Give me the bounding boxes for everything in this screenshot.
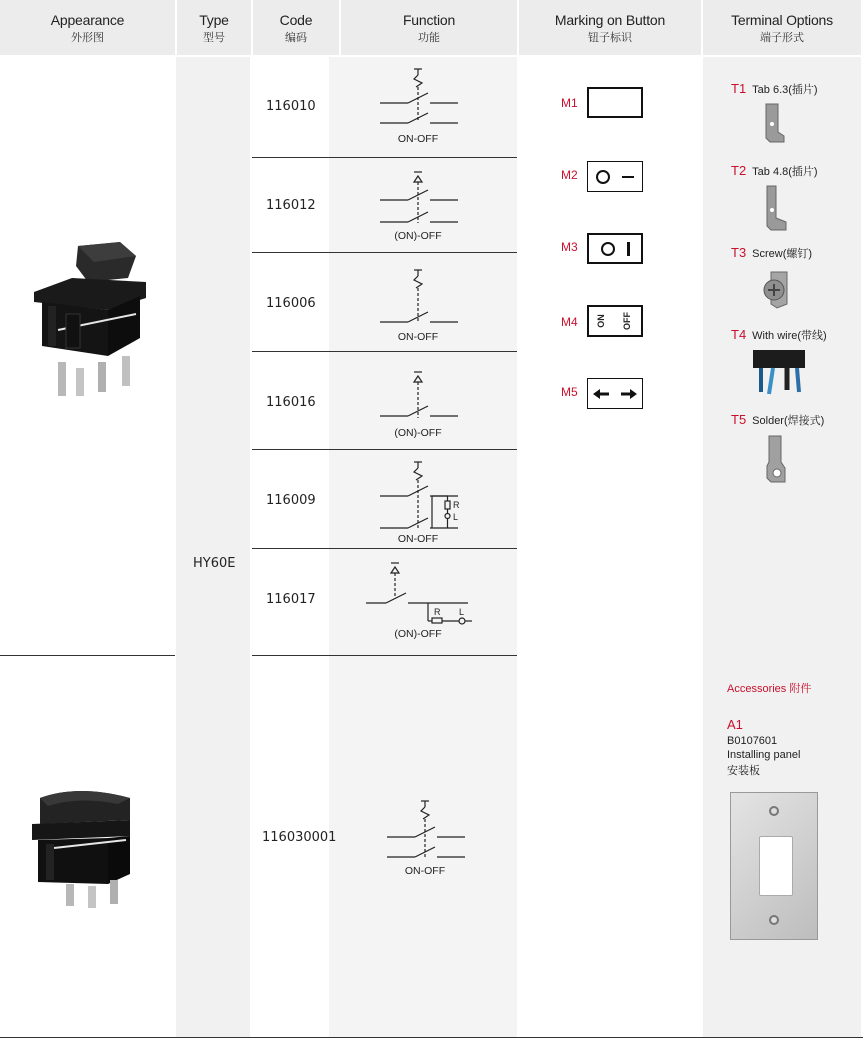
code-116016: 116016 (266, 395, 316, 410)
row-divider (252, 351, 517, 352)
terminal-t1 (731, 81, 818, 97)
code-116030001: 116030001 (262, 830, 337, 845)
terminal-label: Solder(焊接式) (752, 415, 825, 427)
function-label: (ON)-OFF (394, 628, 442, 640)
screw-terminal-image (757, 268, 797, 310)
type-column-bg (176, 57, 250, 1037)
code-116010: 116010 (266, 99, 316, 114)
accessory-name-cn: 安装板 (727, 764, 760, 777)
terminal-t3 (731, 245, 812, 261)
function-label: (ON)-OFF (394, 427, 442, 439)
code-116009: 116009 (266, 493, 316, 508)
marking-id-m1: M1 (561, 96, 578, 110)
header-appearance-en: Appearance (50, 12, 125, 28)
marking-m3-o-i (587, 233, 643, 264)
solder-terminal-image (763, 434, 789, 486)
header-code-cn: 编码 (285, 31, 307, 44)
marking-m1-blank (587, 87, 643, 118)
terminal-id: T5 (731, 412, 747, 427)
header-type (177, 0, 251, 55)
header-terminal-cn: 端子形式 (760, 31, 804, 44)
terminal-label: Tab 4.8(插片) (752, 166, 818, 178)
header-function (341, 0, 517, 55)
accessory-name-en: Installing panel (727, 749, 801, 761)
accessory-code: B0107601 (727, 735, 778, 747)
switch-diagram-116016 (370, 366, 470, 428)
function-label: ON-OFF (397, 133, 439, 145)
header-marking-cn: 钮子标识 (588, 31, 632, 44)
circle-icon (601, 242, 615, 256)
switch-diagram-116017 (360, 559, 480, 627)
code-116017: 116017 (266, 592, 316, 607)
header-marking-en: Marking on Button (554, 12, 666, 28)
rocker-switch-image-1 (28, 238, 150, 400)
terminal-t4 (731, 327, 827, 343)
terminal-label: Screw(螺钉) (752, 248, 813, 260)
header-appearance (0, 0, 175, 55)
lamp-label: L (459, 607, 465, 617)
dash-icon (622, 176, 634, 178)
header-terminal (703, 0, 861, 55)
code-116012: 116012 (266, 198, 316, 213)
row-divider (252, 548, 517, 549)
header-code (253, 0, 339, 55)
function-label: (ON)-OFF (394, 230, 442, 242)
header-code-en: Code (279, 12, 313, 28)
arrow-left-icon (593, 389, 609, 399)
arrow-right-icon (621, 389, 637, 399)
panel-screw-top (769, 806, 779, 816)
switch-diagram-116030001 (377, 797, 477, 865)
accessories-title: Accessories 附件 (727, 683, 812, 695)
switch-diagram-116010 (370, 65, 470, 135)
header-marking (519, 0, 701, 55)
header-appearance-cn: 外形图 (71, 31, 104, 44)
terminal-label: With wire(带线) (752, 330, 827, 342)
table-bottom-line (0, 1037, 863, 1038)
panel-cutout (759, 836, 793, 896)
marking-m2-o-dash (587, 161, 643, 192)
lamp-label: L (453, 512, 459, 522)
switch-diagram-116006 (370, 266, 470, 328)
resistor-label: R (434, 607, 441, 617)
terminal-t2 (731, 163, 818, 179)
wire-terminal-image (751, 348, 807, 398)
circle-icon (596, 170, 610, 184)
installing-panel-image (730, 792, 818, 940)
tab-terminal-image (762, 184, 788, 232)
switch-diagram-116012 (370, 168, 470, 230)
header-function-en: Function (402, 12, 456, 28)
row-divider (252, 157, 517, 158)
function-label: ON-OFF (404, 865, 446, 877)
header-terminal-en: Terminal Options (731, 12, 833, 28)
on-text: ON (596, 314, 606, 328)
tab-terminal-image (762, 102, 786, 144)
resistor-label: R (453, 500, 460, 510)
rocker-switch-image-2 (18, 780, 138, 910)
terminal-id: T2 (731, 163, 747, 178)
terminal-id: T4 (731, 327, 747, 342)
function-label: ON-OFF (397, 533, 439, 545)
marking-id-m4: M4 (561, 315, 578, 329)
terminal-id: T3 (731, 245, 747, 260)
header-function-cn: 功能 (418, 31, 440, 44)
marking-m4-on-off (587, 305, 643, 337)
header-type-cn: 型号 (203, 31, 225, 44)
marking-m5-arrows (587, 378, 643, 409)
terminal-id: T1 (731, 81, 747, 96)
row-divider (252, 252, 517, 253)
appearance-divider (0, 655, 175, 656)
marking-id-m5: M5 (561, 385, 578, 399)
terminal-t5 (731, 412, 824, 428)
terminal-label: Tab 6.3(插片) (752, 84, 818, 96)
off-text: OFF (621, 312, 632, 330)
marking-id-m2: M2 (561, 168, 578, 182)
code-116006: 116006 (266, 296, 316, 311)
function-label: ON-OFF (397, 331, 439, 343)
panel-screw-bottom (769, 915, 779, 925)
type-label: HY60E (193, 556, 236, 571)
bar-icon (627, 242, 630, 256)
marking-id-m3: M3 (561, 240, 578, 254)
accessory-id: A1 (727, 717, 743, 732)
row-divider (252, 449, 517, 450)
switch-diagram-116009 (370, 458, 470, 536)
row-divider (252, 655, 517, 656)
header-type-en: Type (199, 12, 229, 28)
